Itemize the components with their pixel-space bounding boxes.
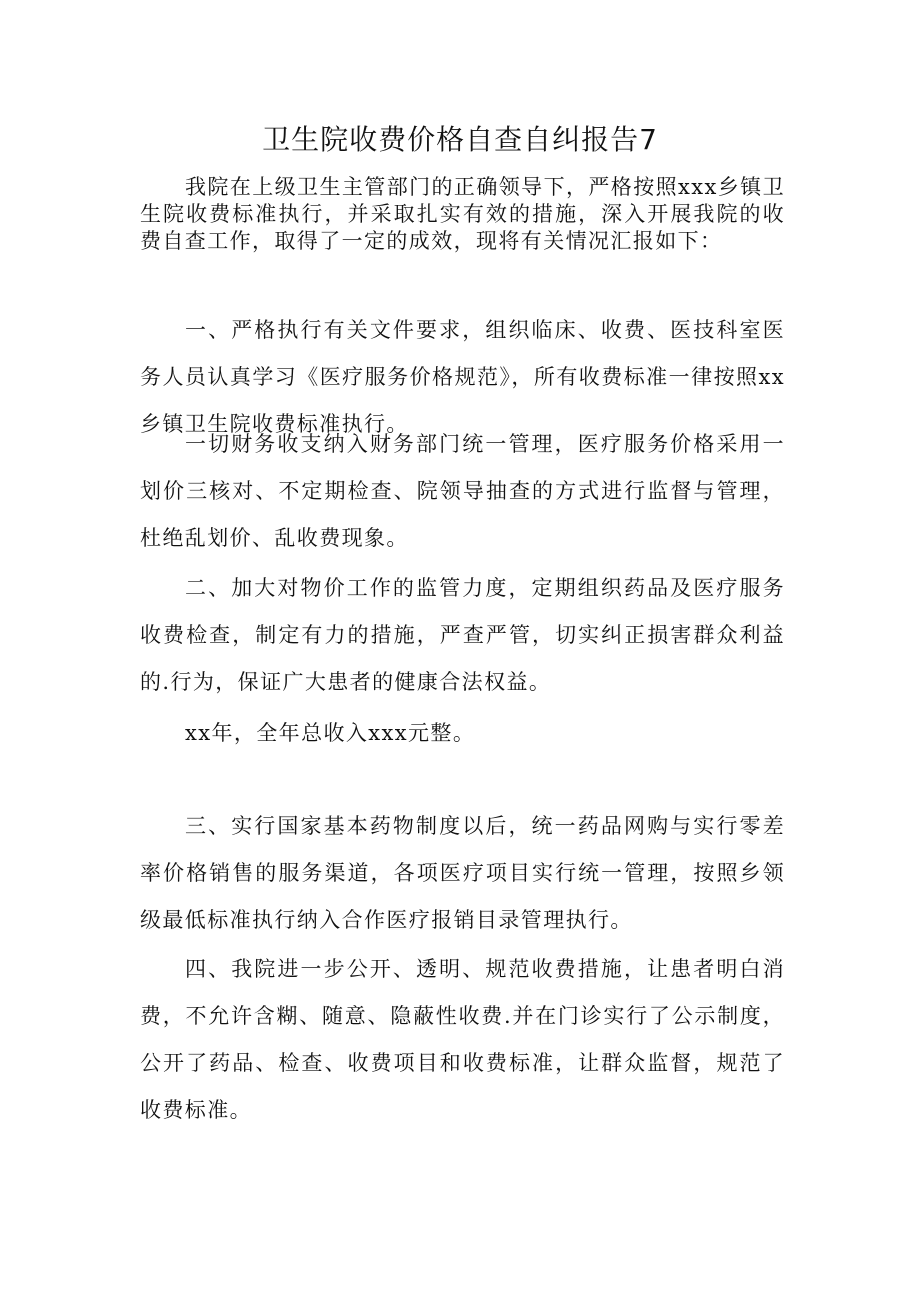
- paragraph-section-three: 三、实行国家基本药物制度以后，统一药品网购与实行零差率价格销售的服务渠道，各项医疗项目实行统一管理，按照乡领级最低标准执行纳入合作医疗报销目录管理执行。: [140, 814, 785, 932]
- paragraph-intro: 我院在上级卫生主管部门的正确领导下，严格按照xxx乡镇卫生院收费标准执行，并采取扎实有效的措施，深入开展我院的收费自查工作，取得了一定的成效，现将有关情况汇报如下：: [140, 175, 785, 253]
- paragraph-finance-management: 一切财务收支纳入财务部门统一管理，医疗服务价格采用一划价三核对、不定期检查、院领导抽查的方式进行监督与管理，杜绝乱划价、乱收费现象。: [140, 432, 785, 550]
- paragraph-section-one: 一、严格执行有关文件要求，组织临床、收费、医技科室医务人员认真学习《医疗服务价格规范》，所有收费标准一律按照xx乡镇卫生院收费标准执行。: [140, 318, 785, 436]
- paragraph-section-two: 二、加大对物价工作的监管力度，定期组织药品及医疗服务收费检查，制定有力的措施，严查严管，切实纠正损害群众利益的.行为，保证广大患者的健康合法权益。: [140, 576, 785, 694]
- paragraph-section-four: 四、我院进一步公开、透明、规范收费措施，让患者明白消费，不允许含糊、随意、隐蔽性收费.并在门诊实行了公示制度，公开了药品、检查、收费项目和收费标准，让群众监督，规范了收费标准。: [140, 957, 785, 1122]
- paragraph-annual-income: xx年，全年总收入xxx元整。: [185, 721, 476, 745]
- document-title: 卫生院收费价格自查自纠报告7: [262, 123, 658, 156]
